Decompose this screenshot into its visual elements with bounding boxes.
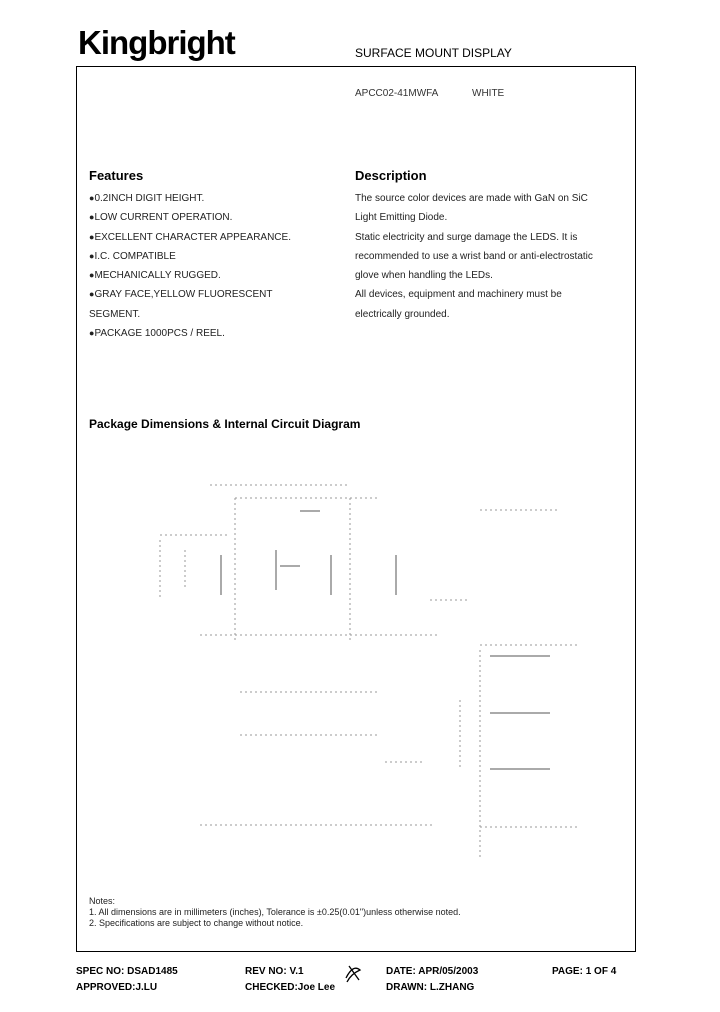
signature-icon — [343, 962, 363, 984]
feature-item: ●LOW CURRENT OPERATION. — [89, 212, 233, 224]
feature-item: ●0.2INCH DIGIT HEIGHT. — [89, 193, 205, 204]
package-heading: Package Dimensions & Internal Circuit Diagram — [89, 417, 361, 431]
feature-item: ●EXCELLENT CHARACTER APPEARANCE. — [89, 231, 291, 243]
description-line: Static electricity and surge damage the LEDS. It is — [355, 231, 578, 243]
note-item: 1. All dimensions are in millimeters (inches), Tolerance is ±0.25(0.01")unless otherwise noted. — [89, 907, 461, 917]
description-heading: Description — [355, 168, 427, 183]
approved-by: APPROVED:J.LU — [76, 982, 158, 993]
feature-item: ●I.C. COMPATIBLE — [89, 250, 176, 262]
date: DATE: APR/05/2003 — [386, 966, 479, 977]
emitting-color: WHITE — [472, 88, 505, 99]
description-line: The source color devices are made with GaN on SiC — [355, 193, 588, 204]
feature-item: ●GRAY FACE,YELLOW FLUORESCENT — [89, 289, 273, 301]
part-number: APCC02-41MWFA — [355, 88, 439, 99]
bullet-icon: ● — [89, 193, 95, 203]
notes-heading: Notes: — [89, 896, 116, 906]
bullet-icon: ● — [89, 270, 95, 281]
bullet-icon: ● — [89, 328, 95, 339]
feature-item: ●PACKAGE 1000PCS / REEL. — [89, 328, 225, 340]
features-list — [89, 189, 339, 343]
note-item: 2. Specifications are subject to change without notice. — [89, 918, 304, 928]
description-line: Light Emitting Diode. — [355, 212, 448, 224]
feature-item: ●MECHANICALLY RUGGED. — [89, 270, 221, 282]
bullet-icon: ● — [89, 231, 95, 242]
description-line: electrically grounded. — [355, 308, 450, 320]
checked-by: CHECKED:Joe Lee — [245, 982, 336, 993]
package-dimension-drawing — [140, 470, 590, 870]
revision-number: REV NO: V.1 — [245, 966, 304, 977]
features-heading: Features — [89, 168, 144, 183]
spec-number: SPEC NO: DSAD1485 — [76, 966, 178, 977]
bullet-icon: ● — [89, 212, 95, 223]
document-title: SURFACE MOUNT DISPLAY — [355, 46, 512, 60]
bullet-icon: ● — [89, 289, 95, 300]
description-line: glove when handling the LEDs. — [355, 270, 493, 282]
notes-section — [89, 896, 461, 929]
bullet-icon: ● — [89, 250, 95, 261]
feature-item-continuation: SEGMENT. — [89, 308, 141, 320]
kingbright-logo: Kingbright — [78, 24, 235, 61]
description-text — [355, 189, 625, 324]
description-line: All devices, equipment and machinery must be — [355, 289, 562, 301]
page-number: PAGE: 1 OF 4 — [552, 966, 617, 977]
description-line: recommended to use a wrist band or anti-electrostatic — [355, 250, 593, 262]
drawn-by: DRAWN: L.ZHANG — [386, 982, 475, 993]
